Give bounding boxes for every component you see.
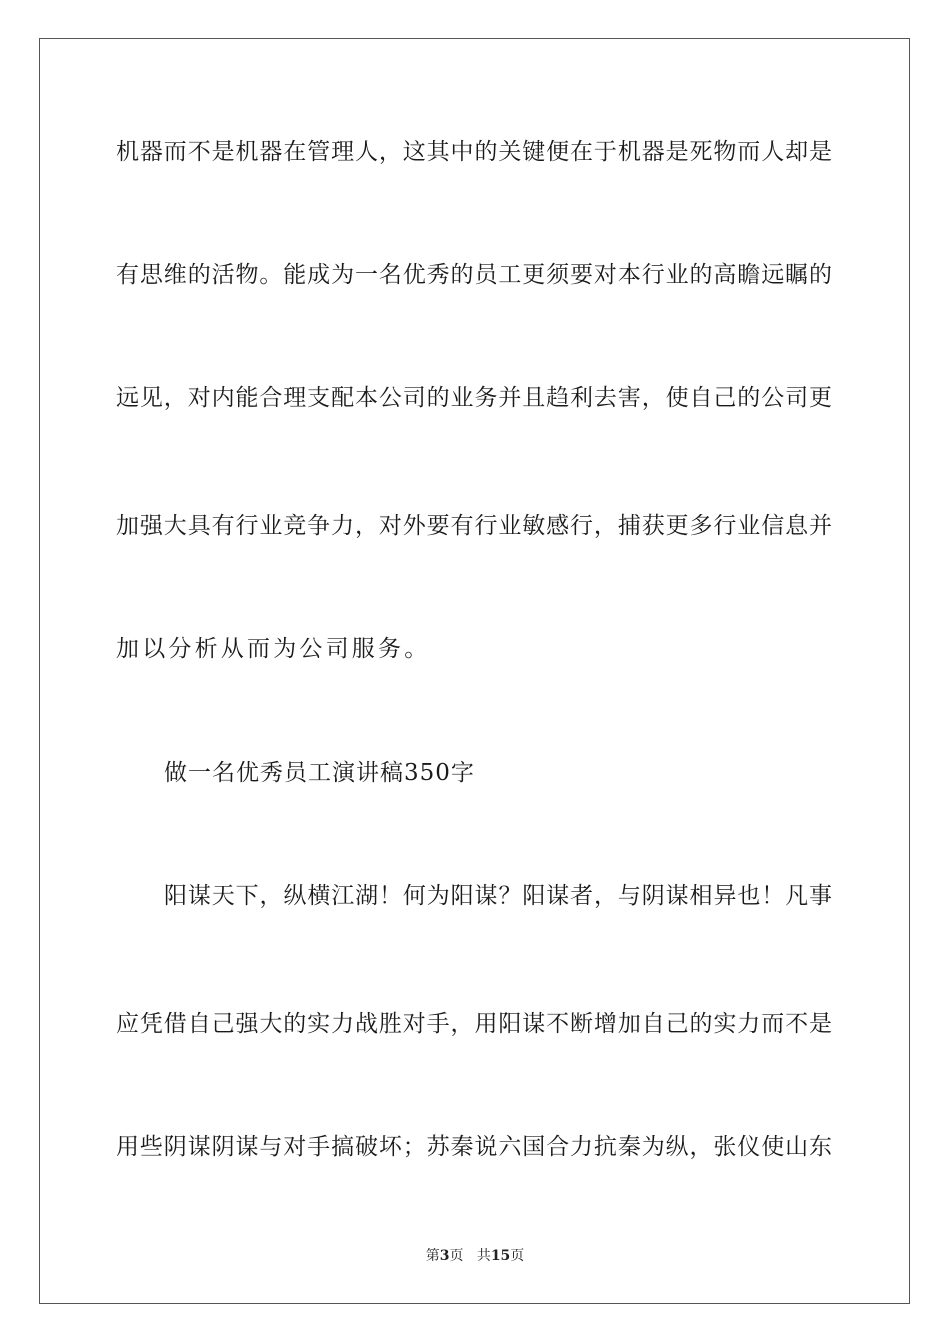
paragraph-line: 加以分析从而为公司服务。 xyxy=(116,636,431,662)
paragraph-line: 用些阴谋阴谋与对手搞破坏；苏秦说六国合力抗秦为纵，张仪使山东 xyxy=(116,1134,832,1160)
total-prefix: 共 xyxy=(476,1248,491,1264)
paragraph-line: 有思维的活物。能成为一名优秀的员工更须要对本行业的高瞻远瞩的 xyxy=(116,262,832,288)
page-prefix: 第 xyxy=(425,1248,440,1264)
paragraph-line: 机器而不是机器在管理人，这其中的关键便在于机器是死物而人却是 xyxy=(116,139,832,165)
paragraph-line: 远见，对内能合理支配本公司的业务并且趋利去害，使自己的公司更 xyxy=(116,385,832,411)
paragraph-line: 加强大具有行业竞争力，对外要有行业敏感行，捕获更多行业信息并 xyxy=(116,513,832,539)
section-heading: 做一名优秀员工演讲稿350字 xyxy=(164,760,475,786)
total-suffix: 页 xyxy=(510,1248,525,1264)
page-footer xyxy=(0,1246,950,1266)
paragraph-line: 应凭借自己强大的实力战胜对手，用阳谋不断增加自己的实力而不是 xyxy=(116,1011,832,1037)
page-current: 3 xyxy=(439,1248,450,1264)
page-border xyxy=(39,38,910,1304)
page-total: 15 xyxy=(490,1248,511,1264)
page-suffix: 页 xyxy=(449,1248,464,1264)
paragraph-line: 阳谋天下，纵横江湖！何为阳谋？阳谋者，与阴谋相异也！凡事 xyxy=(164,883,832,909)
